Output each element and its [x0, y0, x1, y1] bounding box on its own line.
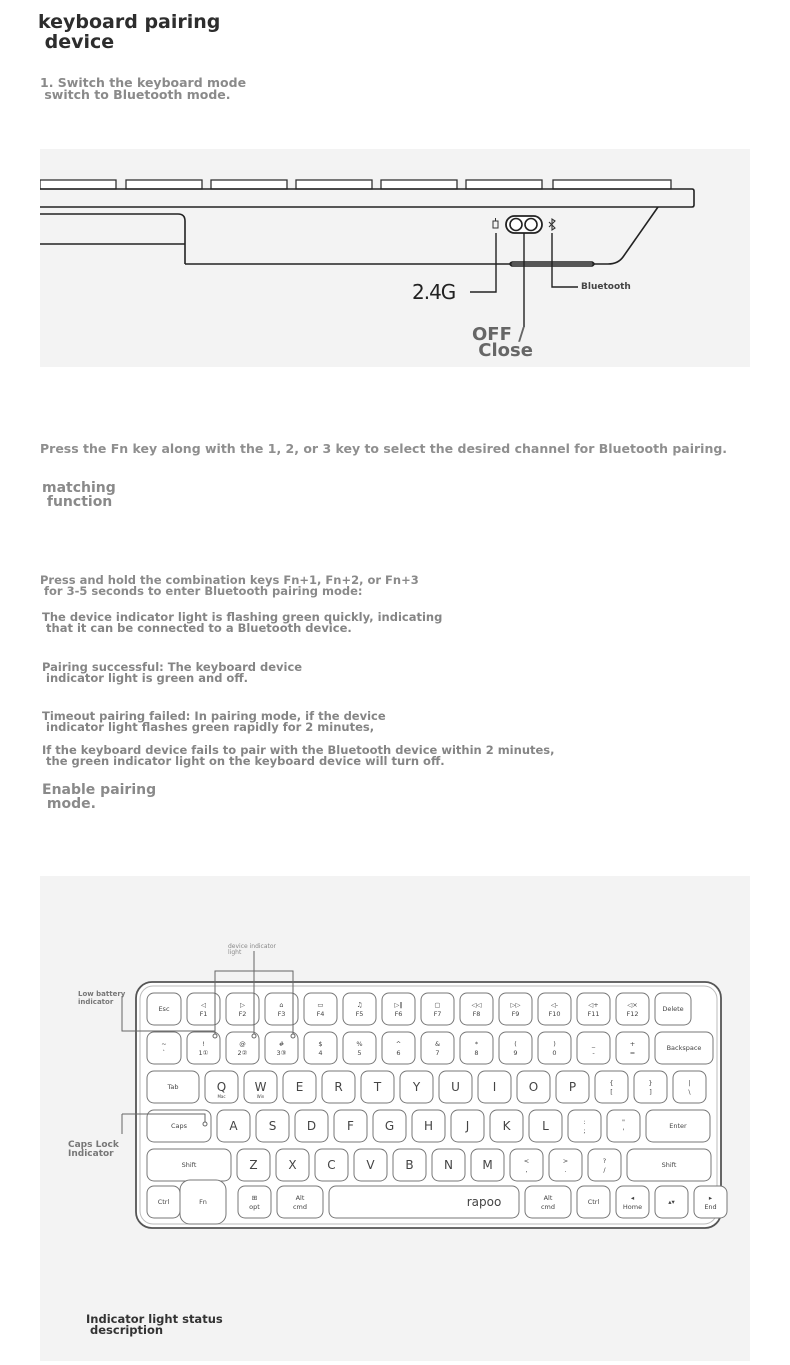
key-label: Delete [662, 1005, 684, 1014]
key-sublabel: Win [256, 1094, 265, 1099]
key-label: $ [318, 1040, 323, 1048]
key-0-4 [304, 993, 337, 1025]
key-1-11 [577, 1032, 610, 1064]
key-sublabel: Mac [217, 1094, 226, 1099]
key-label: Enter [669, 1122, 687, 1131]
key-label: ] [649, 1088, 652, 1096]
key-label: F6 [394, 1010, 403, 1018]
key-label: End [704, 1203, 717, 1211]
key-label: # [278, 1040, 285, 1048]
key-3-3 [295, 1110, 328, 1142]
key-label: 7 [435, 1049, 440, 1057]
key-label: ' [622, 1127, 625, 1135]
key-5-3 [277, 1186, 323, 1218]
key-label: F5 [355, 1010, 364, 1018]
key-label: ◂ [630, 1194, 635, 1202]
key-label: E [295, 1080, 304, 1094]
key-label: 2② [237, 1049, 248, 1057]
key-5-6 [577, 1186, 610, 1218]
key-5-2 [238, 1186, 271, 1218]
key-label: ▷▷ [510, 1001, 521, 1009]
caps-lock-label: Caps Lock Indicator [68, 1140, 119, 1159]
key-label: N [444, 1158, 453, 1172]
key-label: H [423, 1119, 434, 1133]
key-label: 6 [396, 1049, 401, 1057]
low-battery-label: Low battery indicator [78, 990, 126, 1006]
key-1-4 [304, 1032, 337, 1064]
key-0-0 [147, 993, 181, 1025]
label-24g: 2.4G [412, 280, 456, 304]
key-label: 3③ [276, 1049, 287, 1057]
matching-heading: matching function [42, 480, 116, 510]
key-label: ◁× [627, 1001, 638, 1009]
key-0-9 [499, 993, 532, 1025]
key-label: X [288, 1158, 297, 1172]
key-label: . [564, 1166, 567, 1174]
key-label: Backspace [666, 1044, 702, 1053]
success-text: Pairing successful: The keyboard device indicator light is green and off. [42, 660, 303, 685]
key-2-8 [478, 1071, 511, 1103]
key-label: ⊞ [251, 1194, 258, 1202]
key-5-0 [147, 1186, 180, 1218]
key-label: - [592, 1049, 595, 1057]
key-label: > [562, 1157, 569, 1165]
key-label: F3 [277, 1010, 286, 1018]
key-label: A [229, 1119, 238, 1133]
key-label: 4 [318, 1049, 323, 1057]
receiver-icon [493, 218, 498, 228]
key-3-4 [334, 1110, 367, 1142]
key-label: { [609, 1079, 614, 1087]
key-1-9 [499, 1032, 532, 1064]
key-label: ▷ [240, 1001, 245, 1009]
key-5-5 [525, 1186, 571, 1218]
key-0-8 [460, 993, 493, 1025]
key-label: _ [591, 1040, 596, 1048]
key-label: W [254, 1080, 267, 1094]
key-label: F11 [587, 1010, 600, 1018]
key-2-10 [556, 1071, 589, 1103]
key-2-9 [517, 1071, 550, 1103]
key-2-6 [400, 1071, 433, 1103]
key-label: ^ [395, 1040, 402, 1048]
key-label: cmd [292, 1203, 308, 1211]
key-4-5 [393, 1149, 426, 1181]
label-bluetooth: Bluetooth [581, 282, 631, 292]
key-2-5 [361, 1071, 394, 1103]
key-label: ` [162, 1049, 166, 1057]
key-label: G [384, 1119, 395, 1133]
key-label: ◁+ [588, 1001, 599, 1009]
key-4-6 [432, 1149, 465, 1181]
key-label: 0 [552, 1049, 557, 1057]
key-label: U [451, 1080, 460, 1094]
key-label: Caps [170, 1122, 188, 1131]
key-label: Y [412, 1080, 421, 1094]
key-5-7 [616, 1186, 649, 1218]
key-label: O [528, 1080, 539, 1094]
key-3-5 [373, 1110, 406, 1142]
key-label: M [482, 1158, 493, 1172]
key-4-10 [588, 1149, 621, 1181]
key-3-11 [607, 1110, 640, 1142]
key-label: : [583, 1118, 586, 1126]
key-label: I [492, 1080, 497, 1094]
indicator-status-heading: Indicator light status description [86, 1312, 223, 1337]
key-4-9 [549, 1149, 582, 1181]
key-label: 5 [357, 1049, 362, 1057]
key-label: @ [239, 1040, 246, 1048]
key-label: ♫ [356, 1001, 363, 1009]
key-label: * [474, 1040, 479, 1048]
timeout-text: Timeout pairing failed: In pairing mode, if the device indicator light flashes green rapidly for 2 minutes, [42, 709, 386, 734]
enable-heading: Enable pairing mode. [42, 782, 157, 812]
key-label: ▷‖ [394, 1001, 403, 1009]
key-label: Z [249, 1158, 258, 1172]
key-1-5 [343, 1032, 376, 1064]
key-3-12 [646, 1110, 710, 1142]
key-label: L [542, 1119, 549, 1133]
key-label: C [327, 1158, 336, 1172]
key-label: J [465, 1119, 470, 1133]
key-label: F4 [316, 1010, 325, 1018]
key-1-13 [655, 1032, 713, 1064]
key-label: K [502, 1119, 511, 1133]
key-4-2 [276, 1149, 309, 1181]
key-label: ◁- [550, 1001, 559, 1009]
label-off-close: OFF / Close [472, 324, 533, 361]
key-label: Shift [181, 1161, 197, 1170]
key-0-6 [382, 993, 415, 1025]
key-2-4 [322, 1071, 355, 1103]
key-2-11 [595, 1071, 628, 1103]
key-2-12 [634, 1071, 667, 1103]
key-label: + [629, 1040, 636, 1048]
key-label: S [268, 1119, 277, 1133]
key-4-1 [237, 1149, 270, 1181]
key-label: \ [688, 1088, 691, 1096]
key-5-4 [329, 1186, 519, 1218]
key-label: & [434, 1040, 441, 1048]
switch-diagram [40, 149, 750, 367]
key-3-2 [256, 1110, 289, 1142]
key-label: V [366, 1158, 375, 1172]
key-label: Alt [295, 1194, 305, 1202]
key-label: < [523, 1157, 530, 1165]
key-label: ◁◁ [471, 1001, 482, 1009]
page-title: keyboard pairing device [38, 11, 221, 53]
key-label: ⌂ [279, 1001, 284, 1009]
key-2-3 [283, 1071, 316, 1103]
key-4-4 [354, 1149, 387, 1181]
key-label: ▭ [317, 1001, 324, 1009]
key-1-0 [147, 1032, 181, 1064]
key-label: [ [610, 1088, 613, 1096]
key-label: " [622, 1118, 625, 1126]
key-label: opt [249, 1203, 260, 1211]
key-label: F12 [626, 1010, 639, 1018]
flashing-text: The device indicator light is flashing green quickly, indicating that it can be connected to a Bluetooth device. [42, 610, 443, 635]
key-label: % [356, 1040, 363, 1048]
device-indicator-label: device indicator light [228, 943, 277, 956]
fail-text: If the keyboard device fails to pair with the Bluetooth device within 2 minutes, the green indicator light on the keyboard device will turn off. [42, 743, 555, 768]
bluetooth-icon [549, 219, 555, 230]
key-0-7 [421, 993, 454, 1025]
key-label: Fn [199, 1198, 207, 1207]
key-label: F7 [433, 1010, 442, 1018]
key-label: F2 [238, 1010, 247, 1018]
key-label: , [525, 1166, 528, 1174]
key-3-8 [490, 1110, 523, 1142]
key-label: / [603, 1166, 606, 1174]
key-3-10 [568, 1110, 601, 1142]
key-label: P [568, 1080, 577, 1094]
key-label: Ctrl [587, 1198, 600, 1207]
key-2-2 [244, 1071, 277, 1103]
key-label: F1 [199, 1010, 208, 1018]
key-3-1 [217, 1110, 250, 1142]
key-label: ( [514, 1040, 517, 1048]
key-label: ? [602, 1157, 607, 1165]
key-label: ▴▾ [668, 1198, 675, 1207]
key-5-9 [694, 1186, 727, 1218]
key-label: 1① [198, 1049, 209, 1057]
key-4-7 [471, 1149, 504, 1181]
key-4-8 [510, 1149, 543, 1181]
key-3-7 [451, 1110, 484, 1142]
key-label: ◁ [201, 1001, 206, 1009]
key-2-7 [439, 1071, 472, 1103]
key-label: Ctrl [157, 1198, 170, 1207]
key-label: ) [553, 1040, 556, 1048]
key-1-10 [538, 1032, 571, 1064]
key-label: Tab [167, 1083, 179, 1092]
key-1-6 [382, 1032, 415, 1064]
key-0-11 [577, 993, 610, 1025]
step1-text: 1. Switch the keyboard mode switch to Bluetooth mode. [40, 75, 247, 102]
key-label: ; [583, 1127, 586, 1135]
key-label: Q [216, 1080, 227, 1094]
press-hold-text: Press and hold the combination keys Fn+1, Fn+2, or Fn+3 for 3-5 seconds to enter Bluetooth pairing mode: [40, 573, 419, 598]
key-0-12 [616, 993, 649, 1025]
key-label: D [306, 1119, 317, 1133]
key-label: Esc [158, 1005, 170, 1014]
key-label: Shift [661, 1161, 677, 1170]
key-label: } [648, 1079, 653, 1087]
key-label: ▸ [708, 1194, 713, 1202]
key-label: F [347, 1119, 354, 1133]
key-4-3 [315, 1149, 348, 1181]
key-4-0 [147, 1149, 231, 1181]
key-label: Alt [543, 1194, 553, 1202]
key-3-0 [147, 1110, 211, 1142]
key-3-6 [412, 1110, 445, 1142]
key-5-8 [655, 1186, 688, 1218]
key-1-12 [616, 1032, 649, 1064]
key-label: ! [202, 1040, 205, 1048]
key-label: cmd [540, 1203, 556, 1211]
key-label: F9 [511, 1010, 520, 1018]
key-2-13 [673, 1071, 706, 1103]
brand-logo: rapoo [466, 1195, 502, 1209]
key-label: ▢ [434, 1001, 441, 1009]
key-1-8 [460, 1032, 493, 1064]
key-2-1 [205, 1071, 238, 1103]
keyboard-layout [40, 876, 750, 1361]
key-0-10 [538, 993, 571, 1025]
key-2-0 [147, 1071, 199, 1103]
key-4-11 [627, 1149, 711, 1181]
key-1-7 [421, 1032, 454, 1064]
instruction-text: Press the Fn key along with the 1, 2, or 3 key to select the desired channel for Bluetooth pairing. [40, 441, 728, 456]
key-label: B [405, 1158, 414, 1172]
key-label: 9 [513, 1049, 518, 1057]
keyboard-side-view [40, 149, 750, 367]
key-3-9 [529, 1110, 562, 1142]
key-5-1 [180, 1180, 226, 1224]
key-label: R [334, 1080, 343, 1094]
key-label: T [373, 1080, 382, 1094]
key-label: 8 [474, 1049, 479, 1057]
key-label: = [629, 1049, 636, 1057]
key-label: Home [622, 1203, 643, 1211]
key-label: ~ [161, 1040, 167, 1048]
key-label: F10 [548, 1010, 561, 1018]
key-0-5 [343, 993, 376, 1025]
key-0-13 [655, 993, 691, 1025]
keyboard-diagram [40, 876, 750, 1361]
key-label: | [688, 1079, 691, 1087]
key-label: F8 [472, 1010, 481, 1018]
